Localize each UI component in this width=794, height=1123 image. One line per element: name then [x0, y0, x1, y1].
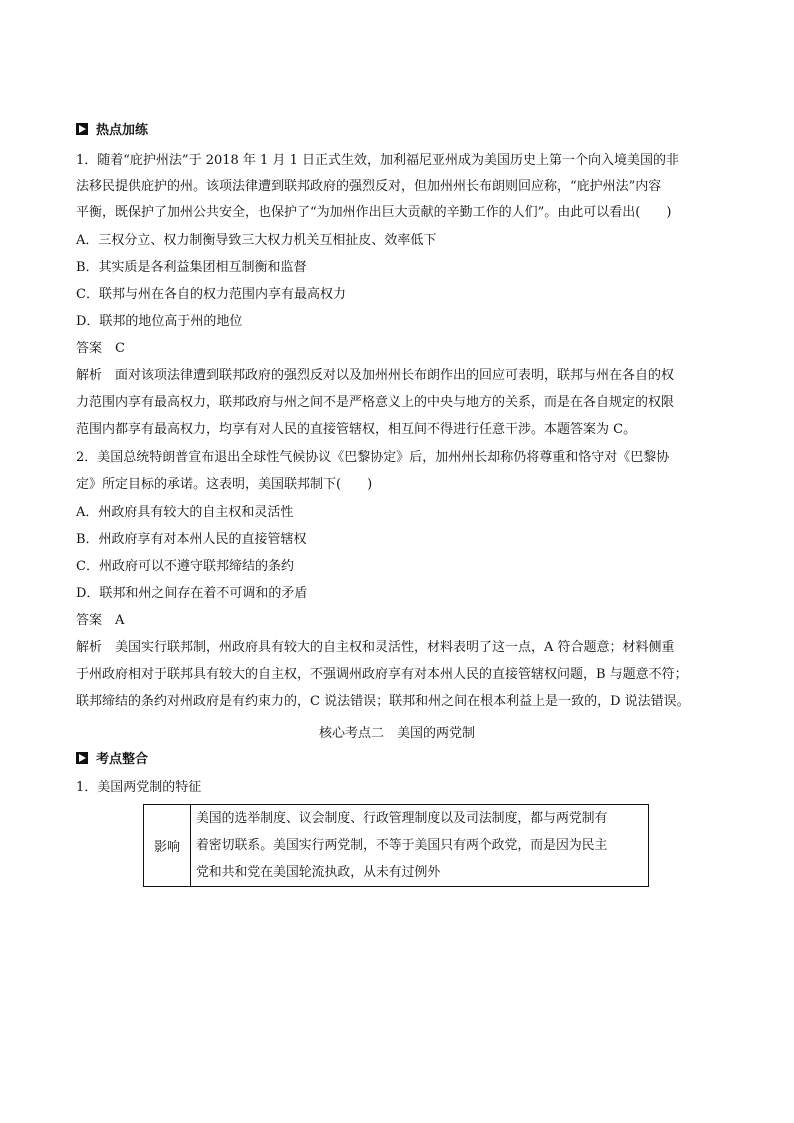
- q1-analysis-line-1: 解析 面对该项法律遭到联邦政府的强烈反对以及加州州长布朗作出的回应可表明，联邦与州在各自的权: [76, 368, 675, 383]
- q2-analysis-line-2: 于州政府相对于联邦具有较大的自主权，不强调州政府享有对本州人民的直接管辖权问题，B 与题意不符；: [76, 667, 688, 682]
- integration-item-1: 1．美国两党制的特征: [76, 780, 202, 795]
- q2-option-c: C．州政府可以不遵守联邦缔结的条约: [76, 559, 294, 574]
- table-key-cell: 影响: [144, 805, 191, 887]
- q2-analysis-line-3: 联邦缔结的条约对州政府是有约束力的，C 说法错误；联邦和州之间在根本利益上是一致的，D 说法错误。: [76, 694, 690, 709]
- table-value-line-2: 着密切联系。美国实行两党制，不等于美国只有两个政党，而是因为民主: [195, 838, 608, 853]
- q2-answer: 答案 A: [76, 613, 125, 628]
- q1-option-b: B．其实质是各利益集团相互制衡和监督: [76, 260, 307, 275]
- q2-stem-line-2: 定》所定目标的承诺。这表明，美国联邦制下( ): [76, 477, 373, 492]
- q1-option-c: C．联邦与州在各自的权力范围内享有最高权力: [76, 287, 346, 302]
- play-triangle-icon: [76, 752, 88, 764]
- two-party-table: [143, 804, 649, 887]
- q2-stem-line-1: 2．美国总统特朗普宣布退出全球性气候协议《巴黎协定》后，加州州长却称仍将尊重和恪守对《巴黎协: [76, 450, 670, 465]
- q1-option-d: D．联邦的地位高于州的地位: [76, 314, 243, 329]
- q1-stem-line-3: 平衡，既保护了加州公共安全，也保护了“为加州作出巨大贡献的辛勤工作的人们”。由此可以看出( ): [76, 205, 672, 220]
- table-row: [144, 805, 649, 887]
- q1-stem-line-2: 法移民提供庇护的州。该项法律遭到联邦政府的强烈反对，但加州州长布朗则回应称，“庇护州法”内容: [76, 179, 662, 194]
- q2-option-a: A．州政府具有较大的自主权和灵活性: [76, 505, 294, 520]
- integration-heading: 考点整合: [76, 748, 148, 767]
- q1-analysis-line-3: 范围内都享有最高权力，均享有对人民的直接管辖权，相互间不得进行任意干涉。本题答案为 C。: [76, 422, 637, 437]
- q1-answer: 答案 C: [76, 341, 125, 356]
- q2-analysis-line-1: 解析 美国实行联邦制，州政府具有较大的自主权和灵活性，材料表明了这一点，A 符合题意；材料侧重: [76, 640, 675, 655]
- table-value-cell: [191, 805, 649, 887]
- core-point-title: 核心考点二 美国的两党制: [318, 726, 475, 741]
- practice-heading: 热点加练: [76, 119, 148, 138]
- q1-analysis-line-2: 力范围内享有最高权力，联邦政府与州之间不是严格意义上的中央与地方的关系，而是在各自规定的权限: [76, 395, 675, 410]
- table-value-line-3: 党和共和党在美国轮流执政，从未有过例外: [195, 865, 441, 880]
- q2-option-d: D．联邦和州之间存在着不可调和的矛盾: [76, 586, 308, 601]
- table-value-line-1: 美国的选举制度、议会制度、行政管理制度以及司法制度，都与两党制有: [195, 811, 608, 826]
- q2-option-b: B．州政府享有对本州人民的直接管辖权: [76, 532, 307, 547]
- q1-option-a: A．三权分立、权力制衡导致三大权力机关互相扯皮、效率低下: [76, 233, 437, 248]
- play-triangle-icon: [76, 123, 88, 135]
- q1-stem-line-1: 1．随着“庇护州法”于 2018 年 1 月 1 日正式生效，加利福尼亚州成为美国历史上第一个向入境美国的非: [76, 153, 679, 168]
